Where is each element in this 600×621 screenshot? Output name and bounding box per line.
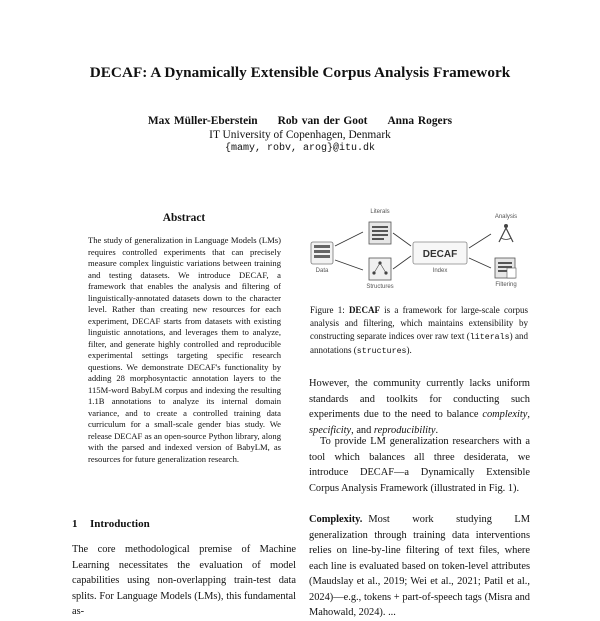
author-name: Rob van der Goot: [277, 115, 368, 127]
paper-title: DECAF: A Dynamically Extensible Corpus Analysis Framework: [89, 64, 511, 81]
section-heading-introduction: [72, 518, 150, 530]
arrow-icon: [335, 232, 363, 246]
caption-text: ) and annotations (: [310, 331, 529, 355]
arrow-icon: [469, 258, 491, 268]
figure-1-caption: [310, 304, 528, 358]
figure-label-literals: Literals: [370, 209, 390, 215]
paragraph-text: Most work studying LM generalization through training data interventions relies on line-by-line filtering of text files, where each line is evaluated based on token-level attributes (Maudslay et al., 2019; Wei et al., 2021; Patil et al., 2024)—e.g., tokens + part-of-speech tags (Misra and Mahowald, 2024). ...: [309, 514, 530, 618]
figure-label-structures: Structures: [366, 284, 394, 290]
caption-prefix: Figure 1:: [310, 305, 349, 315]
author-list: [0, 115, 600, 127]
data-icon: [311, 242, 333, 264]
body-paragraph: To provide LM generalization researchers with a tool which balances all three desiderata, we introduce DECAF—a Dynamically Extensible Corpus Analysis Framework (illustrated in Fig. 1).: [309, 436, 530, 494]
author-emails: {mamy, robv, arog}@itu.dk: [224, 143, 376, 154]
paragraph-text: , and: [351, 424, 374, 436]
caption-text: ).: [406, 345, 412, 355]
figure-1-diagram: [305, 208, 529, 300]
caption-code-literals: literals: [469, 333, 510, 342]
caption-text: is a framework for large-scale corpus analysis and filtering, which maintains extensibility by constructing separate indices over raw text (: [310, 305, 529, 341]
introduction-text: The core methodological premise of Machine Learning necessitates the evaluation of model capabilities using non-overlapping train-test data splits. For Language Models (LMs), this fundamental as-: [72, 544, 296, 617]
section-number: 1: [72, 518, 78, 530]
literals-document-icon: [369, 222, 391, 244]
structures-tree-icon: [369, 258, 391, 280]
body-paragraph: [309, 376, 530, 438]
paragraph-text: However, the community currently lacks uniform standards and toolkits for conducting such experiments due to the need to balance: [309, 378, 530, 420]
paragraph-heading-complexity: Complexity.: [309, 514, 363, 525]
emphasis-reproducibility: reproducibility: [373, 424, 436, 436]
caption-code-structures: structures: [356, 347, 407, 356]
emphasis-complexity: complexity: [482, 409, 528, 420]
section-title: Introduction: [90, 518, 150, 530]
author-name: Anna Rogers: [387, 115, 453, 127]
decaf-logo: DECAF: [422, 249, 458, 260]
figure-label-analysis: Analysis: [494, 214, 518, 220]
arrow-icon: [469, 234, 491, 248]
figure-label-filtering: Filtering: [495, 282, 517, 288]
paragraph-text: ,: [527, 409, 530, 420]
analysis-compass-icon: [499, 224, 513, 242]
affiliation: IT University of Copenhagen, Denmark: [209, 129, 391, 141]
arrow-icon: [393, 233, 411, 246]
arrow-icon: [393, 256, 411, 269]
caption-decaf-name: DECAF: [348, 305, 380, 315]
abstract-text: The study of generalization in Language Models (LMs) requires controlled experiments that can precisely measure complex linguistic variations between training and testing datasets. We introduce DECAF, a framework that enables the analysis and filtering of linguistically-annotated datasets down to the character level. Rather than creating new resources for each experiment, DECAF starts from datasets with existing linguistic annotations, and leverages them to analyze, filter, and generate highly controlled and reproducible experimental settings targeting specific research questions. We demonstrate DECAF's functionality by adding 28 morphosyntactic annotation layers to the 115M-word BabyLM corpus and indexing the resulting 1.1B annotations to analyze its internal domain variance, and to create a controlled training data curriculum for a small-scale gender bias study. We release DECAF as an open-source Python library, along with the parsed and indexed version of BabyLM, as resources for future generalization research.: [88, 235, 281, 464]
abstract-heading: Abstract: [162, 212, 206, 224]
author-name: Max Müller-Eberstein: [147, 115, 258, 127]
body-paragraph: [309, 512, 530, 621]
figure-label-data: Data: [315, 268, 329, 274]
arrow-icon: [335, 260, 363, 270]
paragraph-text: .: [435, 424, 439, 436]
filtering-document-icon: [495, 258, 516, 278]
figure-label-index: Index: [432, 268, 448, 274]
emphasis-specificity: specificity: [309, 424, 352, 436]
